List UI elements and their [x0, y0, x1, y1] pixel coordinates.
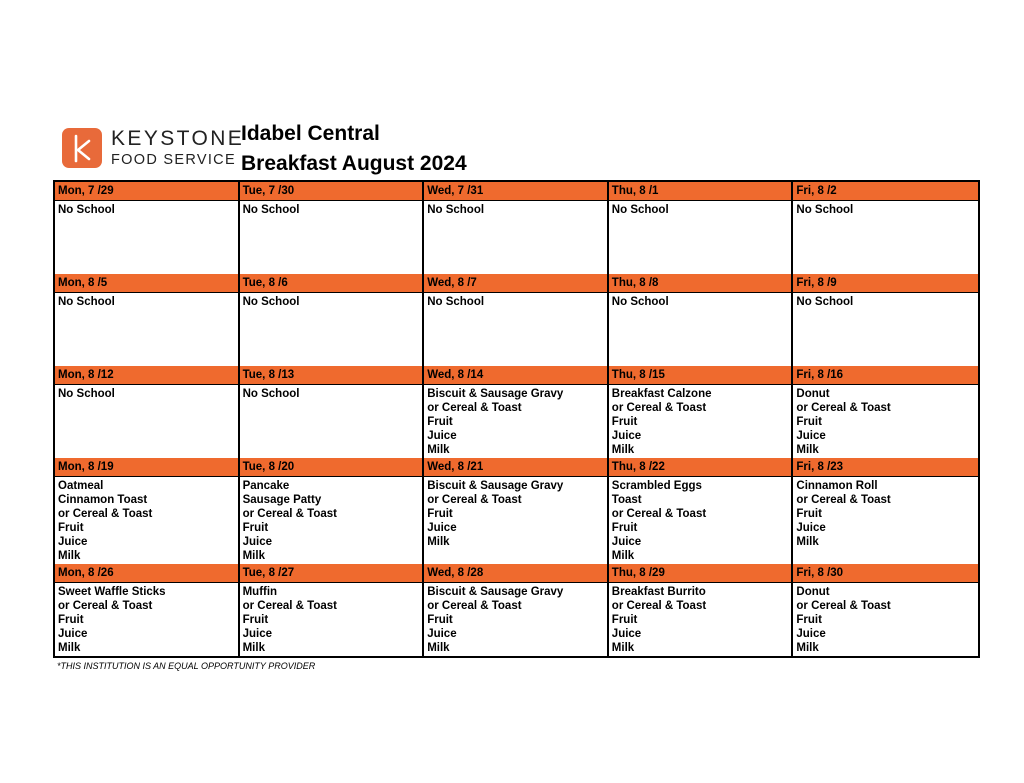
menu-items	[55, 293, 238, 309]
menu-item: or Cereal & Toast	[427, 402, 522, 415]
school-name: Idabel Central	[241, 122, 380, 145]
menu-item: or Cereal & Toast	[427, 600, 522, 613]
day-date-header: Fri, 8 /30	[793, 564, 978, 583]
day-cell	[609, 564, 794, 656]
day-cell	[240, 182, 425, 274]
menu-item: Fruit	[427, 614, 453, 627]
day-cell	[424, 366, 609, 458]
day-cell	[55, 274, 240, 366]
menu-items	[240, 201, 423, 217]
day-date-header: Tue, 7 /30	[240, 182, 423, 201]
menu-item: Juice	[427, 522, 457, 535]
menu-items	[240, 385, 423, 401]
day-cell	[240, 366, 425, 458]
menu-item: Milk	[58, 550, 81, 563]
day-date-header: Thu, 8 /29	[609, 564, 792, 583]
day-date-header: Wed, 8 /7	[424, 274, 607, 293]
day-cell	[609, 458, 794, 564]
menu-item: No School	[796, 296, 854, 308]
menu-item: Milk	[796, 444, 819, 457]
menu-item: Juice	[796, 430, 826, 443]
menu-items	[240, 477, 423, 564]
menu-item: Juice	[611, 430, 642, 443]
menu-item: Fruit	[427, 508, 453, 521]
keystone-logo	[62, 127, 245, 170]
menu-items	[793, 583, 978, 655]
day-cell	[55, 366, 240, 458]
menu-item: Pancake	[242, 480, 290, 492]
menu-item: Donut	[796, 586, 830, 598]
menu-items	[240, 583, 423, 655]
menu-item: Milk	[242, 550, 265, 563]
footnote: *THIS INSTITUTION IS AN EQUAL OPPORTUNITY PROVIDER	[57, 661, 316, 671]
menu-item: Breakfast Calzone	[611, 388, 712, 400]
day-cell	[55, 182, 240, 274]
menu-items	[55, 583, 238, 655]
menu-item: No School	[58, 296, 115, 308]
menu-item: Juice	[427, 628, 457, 641]
menu-item: Juice	[611, 536, 642, 549]
menu-item: Fruit	[796, 614, 822, 627]
day-date-header: Wed, 7 /31	[424, 182, 607, 201]
menu-item: Juice	[242, 628, 273, 641]
menu-items	[609, 385, 792, 457]
menu-item: Fruit	[427, 416, 453, 429]
day-date-header: Wed, 8 /28	[424, 564, 607, 583]
menu-item: Milk	[796, 536, 819, 549]
day-date-header: Fri, 8 /23	[793, 458, 978, 477]
menu-item: Milk	[242, 642, 265, 655]
day-date-header: Mon, 8 /19	[55, 458, 238, 477]
menu-items	[609, 583, 792, 655]
day-cell	[793, 564, 978, 656]
day-cell	[609, 274, 794, 366]
menu-item: Fruit	[242, 614, 269, 627]
logo-wordmark: KEYSTONE	[111, 127, 245, 150]
menu-item: Fruit	[58, 522, 84, 535]
day-date-header: Wed, 8 /21	[424, 458, 607, 477]
menu-item: Fruit	[242, 522, 269, 535]
menu-item: Milk	[611, 550, 635, 563]
menu-item: No School	[58, 204, 115, 216]
day-cell	[609, 366, 794, 458]
menu-item: Milk	[611, 444, 635, 457]
menu-item: Oatmeal	[58, 480, 104, 492]
day-date-header: Thu, 8 /8	[609, 274, 792, 293]
logo-tagline: FOOD SERVICE	[111, 152, 236, 168]
menu-item: Milk	[796, 642, 819, 655]
menu-items	[424, 293, 607, 309]
menu-title: Breakfast August 2024	[241, 152, 467, 175]
menu-item: Fruit	[611, 416, 638, 429]
menu-item: Biscuit & Sausage Gravy	[427, 480, 564, 492]
menu-item: No School	[242, 296, 300, 308]
day-date-header: Thu, 8 /15	[609, 366, 792, 385]
day-cell	[240, 564, 425, 656]
menu-item: Milk	[427, 536, 450, 549]
day-cell	[424, 182, 609, 274]
day-date-header: Wed, 8 /14	[424, 366, 607, 385]
day-date-header: Thu, 8 /22	[609, 458, 792, 477]
day-date-header: Fri, 8 /16	[793, 366, 978, 385]
menu-item: Fruit	[611, 522, 638, 535]
menu-item: or Cereal & Toast	[796, 600, 891, 613]
menu-item: No School	[611, 296, 669, 308]
menu-item: Juice	[611, 628, 642, 641]
menu-items	[424, 385, 607, 457]
menu-item: Donut	[796, 388, 830, 400]
day-date-header: Tue, 8 /27	[240, 564, 423, 583]
menu-item: Scrambled Eggs	[611, 480, 702, 492]
menu-item: Milk	[58, 642, 81, 655]
day-cell	[609, 182, 794, 274]
day-cell	[424, 564, 609, 656]
menu-items	[424, 583, 607, 655]
menu-item: Juice	[427, 430, 457, 443]
menu-items	[55, 385, 238, 401]
menu-item: or Cereal & Toast	[796, 402, 891, 415]
menu-items	[793, 477, 978, 549]
menu-item: No School	[427, 204, 485, 216]
menu-item: or Cereal & Toast	[796, 494, 891, 507]
menu-item: or Cereal & Toast	[242, 600, 337, 613]
menu-item: Milk	[611, 642, 635, 655]
menu-item: Sweet Waffle Sticks	[58, 586, 166, 598]
menu-items	[793, 293, 978, 309]
menu-item: No School	[242, 204, 300, 216]
day-date-header: Mon, 8 /5	[55, 274, 238, 293]
day-date-header: Tue, 8 /13	[240, 366, 423, 385]
menu-item: or Cereal & Toast	[611, 508, 707, 521]
menu-item: Biscuit & Sausage Gravy	[427, 388, 564, 400]
menu-items	[609, 293, 792, 309]
menu-item: Juice	[796, 522, 826, 535]
menu-item: Milk	[427, 642, 450, 655]
menu-item: Juice	[58, 536, 88, 549]
menu-item: No School	[796, 204, 854, 216]
menu-item: Fruit	[796, 416, 822, 429]
menu-item: Juice	[242, 536, 273, 549]
menu-item: or Cereal & Toast	[611, 402, 707, 415]
day-cell	[55, 458, 240, 564]
day-date-header: Mon, 7 /29	[55, 182, 238, 201]
menu-item: Cinnamon Roll	[796, 480, 878, 492]
day-cell	[793, 366, 978, 458]
menu-item: No School	[611, 204, 669, 216]
menu-item: Sausage Patty	[242, 494, 322, 507]
day-cell	[240, 274, 425, 366]
menu-item: Juice	[796, 628, 826, 641]
menu-items	[793, 201, 978, 217]
menu-item: Juice	[58, 628, 88, 641]
menu-item: or Cereal & Toast	[427, 494, 522, 507]
menu-item: Muffin	[242, 586, 278, 598]
day-date-header: Tue, 8 /20	[240, 458, 423, 477]
menu-item: Fruit	[58, 614, 84, 627]
menu-item: Toast	[611, 494, 642, 507]
menu-item: Milk	[427, 444, 450, 457]
menu-items	[609, 477, 792, 564]
day-date-header: Mon, 8 /26	[55, 564, 238, 583]
menu-items	[240, 293, 423, 309]
menu-item: No School	[58, 388, 115, 400]
menu-item: Cinnamon Toast	[58, 494, 148, 507]
menu-item: Biscuit & Sausage Gravy	[427, 586, 564, 598]
day-cell	[55, 564, 240, 656]
menu-item: No School	[427, 296, 485, 308]
menu-items	[55, 477, 238, 564]
keystone-k-icon	[62, 128, 102, 168]
menu-item: or Cereal & Toast	[58, 600, 153, 613]
day-cell	[424, 274, 609, 366]
day-date-header: Thu, 8 /1	[609, 182, 792, 201]
menu-items	[424, 477, 607, 549]
menu-items	[609, 201, 792, 217]
day-cell	[240, 458, 425, 564]
menu-item: Fruit	[611, 614, 638, 627]
day-cell	[793, 182, 978, 274]
day-cell	[424, 458, 609, 564]
day-cell	[793, 274, 978, 366]
menu-item: Fruit	[796, 508, 822, 521]
day-date-header: Fri, 8 /2	[793, 182, 978, 201]
day-cell	[793, 458, 978, 564]
day-date-header: Mon, 8 /12	[55, 366, 238, 385]
day-date-header: Tue, 8 /6	[240, 274, 423, 293]
menu-item: or Cereal & Toast	[58, 508, 153, 521]
menu-items	[793, 385, 978, 457]
menu-item: No School	[242, 388, 300, 400]
menu-items	[55, 201, 238, 217]
day-date-header: Fri, 8 /9	[793, 274, 978, 293]
menu-item: or Cereal & Toast	[242, 508, 337, 521]
menu-item: Breakfast Burrito	[611, 586, 706, 598]
menu-items	[424, 201, 607, 217]
menu-calendar-grid	[53, 180, 980, 658]
menu-item: or Cereal & Toast	[611, 600, 707, 613]
